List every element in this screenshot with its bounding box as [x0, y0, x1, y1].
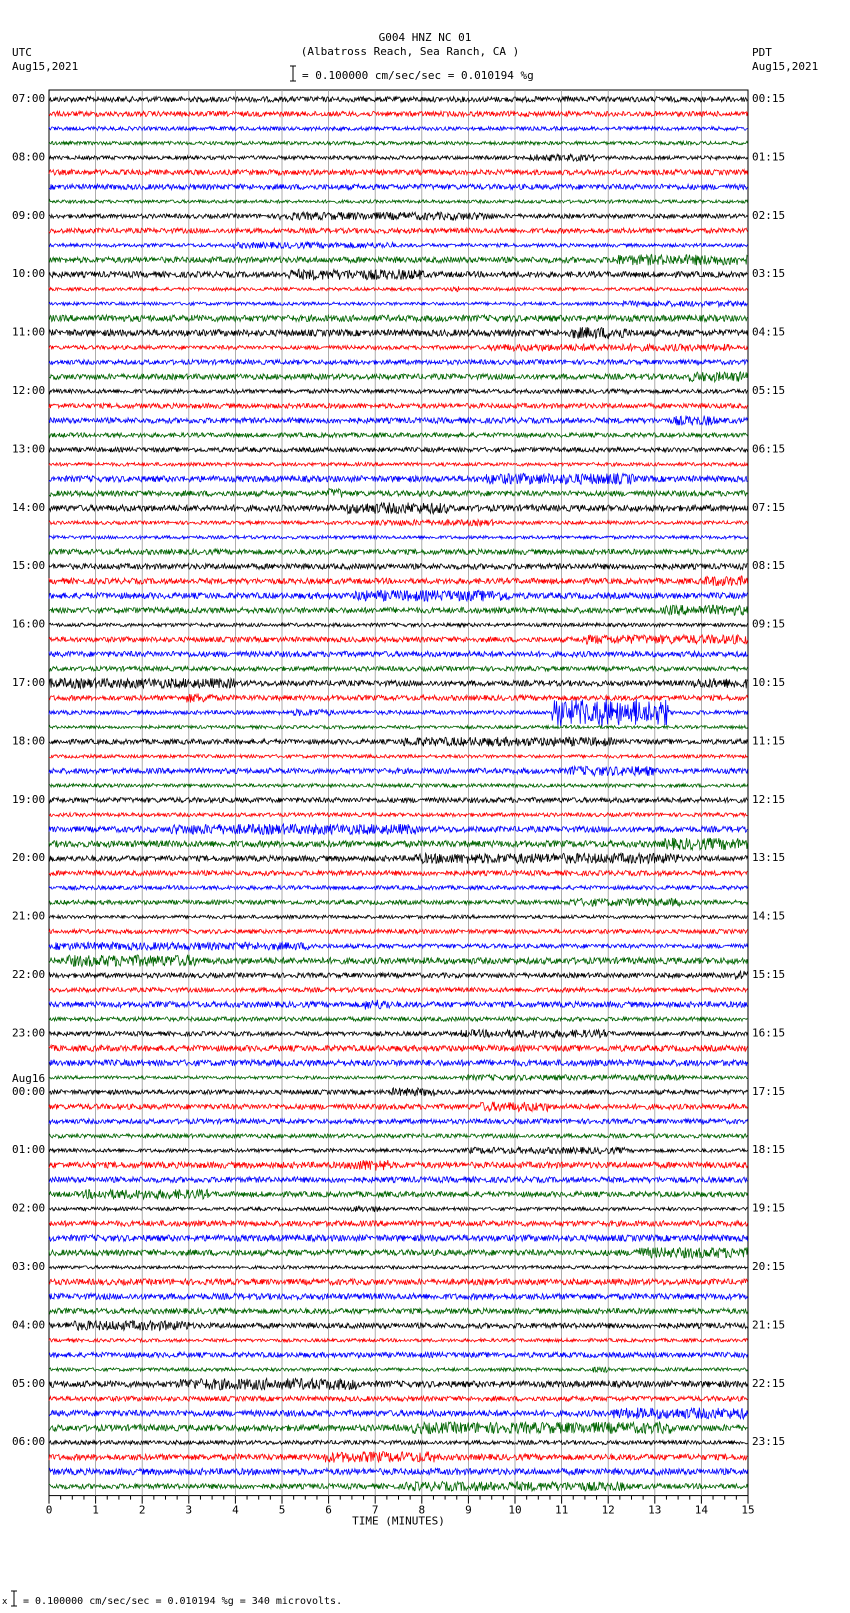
- trace-1: [49, 111, 748, 116]
- chart-title: G004 HNZ NC 01: [378, 31, 472, 44]
- right-hour-label: 19:15: [752, 1201, 786, 1215]
- right-hour-label: 13:15: [752, 851, 786, 865]
- right-hour-label: 06:15: [752, 442, 786, 456]
- right-hour-label: 09:15: [752, 617, 786, 631]
- trace-67: [49, 1075, 748, 1081]
- trace-28: [49, 502, 748, 513]
- trace-58: [49, 942, 748, 950]
- right-hour-label: 14:15: [752, 909, 786, 923]
- trace-89: [49, 1396, 748, 1401]
- trace-52: [49, 853, 748, 863]
- x-tick-label: 11: [554, 1503, 569, 1517]
- x-tick-label: 14: [694, 1503, 709, 1517]
- trace-57: [49, 929, 748, 933]
- trace-11: [49, 255, 748, 266]
- trace-86: [49, 1352, 748, 1357]
- trace-12: [49, 269, 748, 280]
- trace-56: [49, 915, 748, 919]
- trace-62: [49, 1000, 748, 1010]
- left-hour-label: 10:00: [12, 267, 46, 281]
- left-hour-label: 09:00: [12, 208, 46, 222]
- right-hour-label: 17:15: [752, 1084, 786, 1098]
- right-timezone: PDT: [752, 46, 772, 59]
- x-tick-label: 5: [278, 1503, 286, 1517]
- trace-24: [49, 447, 748, 452]
- trace-0: [49, 97, 748, 103]
- trace-49: [49, 813, 748, 817]
- trace-44: [49, 737, 748, 746]
- x-tick-label: 3: [185, 1503, 193, 1517]
- trace-45: [49, 755, 748, 758]
- trace-33: [49, 576, 748, 586]
- trace-25: [49, 463, 748, 467]
- trace-82: [49, 1293, 748, 1299]
- trace-55: [49, 898, 748, 906]
- trace-39: [49, 666, 748, 671]
- trace-77: [49, 1221, 748, 1227]
- right-hour-label: 10:15: [752, 676, 786, 689]
- x-tick-label: 6: [325, 1503, 332, 1517]
- trace-4: [49, 154, 748, 161]
- trace-42: [49, 699, 748, 727]
- left-hour-label: 05:00: [12, 1376, 46, 1390]
- trace-40: [49, 678, 748, 688]
- trace-46: [49, 766, 748, 776]
- trace-36: [49, 623, 748, 627]
- trace-48: [49, 798, 748, 803]
- x-tick-label: 0: [45, 1503, 53, 1517]
- x-tick-label: 13: [648, 1503, 662, 1517]
- right-hour-label: 01:15: [752, 150, 786, 164]
- trace-59: [49, 955, 748, 967]
- trace-69: [49, 1102, 748, 1112]
- footer-scale-text: = 0.100000 cm/sec/sec = 0.010194 %g = 340 microvolts.: [23, 1596, 343, 1607]
- left-hour-label: 00:00: [12, 1084, 46, 1098]
- left-hour-label: 17:00: [12, 676, 46, 689]
- trace-6: [49, 184, 748, 190]
- trace-84: [49, 1321, 748, 1331]
- left-hour-label: 08:00: [12, 150, 46, 164]
- trace-76: [49, 1206, 748, 1212]
- trace-5: [49, 170, 748, 175]
- station-location: (Albatross Reach, Sea Ranch, CA ): [300, 45, 520, 58]
- trace-71: [49, 1134, 748, 1138]
- trace-91: [49, 1422, 748, 1434]
- trace-66: [49, 1060, 748, 1066]
- left-hour-label: 18:00: [12, 734, 46, 748]
- right-hour-label: 12:15: [752, 792, 786, 806]
- trace-43: [49, 726, 748, 729]
- trace-78: [49, 1235, 748, 1241]
- x-tick-label: 7: [371, 1503, 379, 1517]
- left-hour-label: 12:00: [12, 384, 46, 397]
- trace-93: [49, 1452, 748, 1463]
- trace-18: [49, 360, 748, 365]
- trace-31: [49, 549, 748, 554]
- trace-68: [49, 1088, 748, 1096]
- right-hour-label: 18:15: [752, 1143, 786, 1157]
- trace-72: [49, 1147, 748, 1154]
- trace-34: [49, 590, 748, 601]
- trace-9: [49, 228, 748, 233]
- right-hour-label: 21:15: [752, 1318, 786, 1332]
- plot-frame: [49, 90, 748, 1496]
- left-hour-label: 20:00: [12, 851, 46, 865]
- left-hour-label: 06:00: [12, 1435, 46, 1449]
- trace-15: [49, 315, 748, 322]
- footer-prefix: x: [2, 1597, 8, 1607]
- left-hour-label: 11:00: [12, 325, 46, 339]
- trace-16: [49, 327, 748, 339]
- trace-61: [49, 988, 748, 993]
- trace-88: [49, 1378, 748, 1390]
- left-hour-label: 22:00: [12, 968, 46, 981]
- left-hour-label: 21:00: [12, 909, 46, 923]
- right-hour-label: 05:15: [752, 384, 786, 397]
- trace-63: [49, 1017, 748, 1021]
- trace-32: [49, 564, 748, 570]
- right-hour-label: 15:15: [752, 968, 786, 981]
- trace-94: [49, 1468, 748, 1475]
- left-hour-label: 02:00: [12, 1201, 46, 1215]
- left-hour-label: 03:00: [12, 1260, 46, 1273]
- trace-85: [49, 1339, 748, 1342]
- trace-51: [49, 838, 748, 850]
- trace-38: [49, 651, 748, 657]
- right-hour-label: 23:15: [752, 1435, 786, 1449]
- trace-60: [49, 971, 748, 980]
- left-hour-label: 14:00: [12, 500, 46, 514]
- trace-14: [49, 301, 748, 307]
- trace-79: [49, 1247, 748, 1258]
- trace-87: [49, 1367, 748, 1373]
- trace-54: [49, 886, 748, 890]
- right-hour-label: 02:15: [752, 208, 786, 222]
- left-hour-label: 19:00: [12, 792, 46, 806]
- right-hour-label: 00:15: [752, 92, 786, 105]
- x-tick-label: 4: [232, 1503, 239, 1517]
- trace-29: [49, 520, 748, 526]
- date-change-label: Aug16: [12, 1071, 46, 1085]
- trace-7: [49, 200, 748, 203]
- trace-23: [49, 433, 748, 438]
- right-hour-label: 16:15: [752, 1026, 786, 1040]
- x-axis-label: TIME (MINUTES): [352, 1514, 445, 1528]
- left-hour-label: 23:00: [12, 1026, 46, 1040]
- left-hour-label: 07:00: [12, 92, 46, 105]
- trace-47: [49, 784, 748, 788]
- x-tick-label: 1: [92, 1503, 99, 1517]
- x-tick-label: 9: [465, 1503, 472, 1517]
- trace-50: [49, 824, 748, 835]
- trace-80: [49, 1266, 748, 1269]
- trace-95: [49, 1482, 748, 1492]
- right-hour-label: 08:15: [752, 559, 786, 573]
- left-hour-label: 13:00: [12, 442, 46, 456]
- trace-21: [49, 403, 748, 408]
- x-tick-label: 12: [601, 1503, 615, 1517]
- right-hour-label: 07:15: [752, 500, 786, 514]
- trace-19: [49, 372, 748, 382]
- right-hour-label: 11:15: [752, 734, 786, 748]
- trace-83: [49, 1308, 748, 1314]
- trace-37: [49, 635, 748, 644]
- trace-2: [49, 127, 748, 131]
- x-tick-label: 15: [741, 1503, 755, 1517]
- trace-10: [49, 242, 748, 248]
- right-hour-label: 04:15: [752, 325, 786, 339]
- right-hour-label: 22:15: [752, 1376, 786, 1390]
- right-date: Aug15,2021: [752, 60, 819, 73]
- left-hour-label: 16:00: [12, 617, 46, 631]
- trace-17: [49, 344, 748, 351]
- trace-64: [49, 1030, 748, 1038]
- left-hour-label: 04:00: [12, 1318, 46, 1332]
- x-tick-label: 2: [138, 1503, 146, 1517]
- trace-53: [49, 871, 748, 876]
- footer-scale-bar-icon: [11, 1590, 17, 1607]
- trace-41: [49, 694, 748, 703]
- trace-81: [49, 1279, 748, 1285]
- scale-text: = 0.100000 cm/sec/sec = 0.010194 %g: [302, 69, 534, 82]
- trace-73: [49, 1160, 748, 1171]
- x-tick-label: 10: [508, 1503, 522, 1517]
- trace-30: [49, 536, 748, 539]
- right-hour-label: 03:15: [752, 267, 786, 281]
- trace-3: [49, 141, 748, 145]
- trace-75: [49, 1189, 748, 1199]
- trace-27: [49, 489, 748, 498]
- trace-26: [49, 473, 748, 484]
- trace-70: [49, 1119, 748, 1124]
- left-hour-label: 15:00: [12, 559, 46, 573]
- left-timezone: UTC: [12, 46, 32, 59]
- trace-65: [49, 1045, 748, 1051]
- trace-92: [49, 1440, 748, 1444]
- trace-35: [49, 605, 748, 615]
- left-hour-label: 01:00: [12, 1143, 46, 1157]
- trace-8: [49, 212, 748, 220]
- trace-90: [49, 1408, 748, 1419]
- trace-74: [49, 1177, 748, 1183]
- right-hour-label: 20:15: [752, 1260, 786, 1273]
- trace-22: [49, 416, 748, 426]
- trace-13: [49, 286, 748, 292]
- x-tick-label: 8: [418, 1503, 426, 1517]
- trace-20: [49, 389, 748, 393]
- left-date: Aug15,2021: [12, 60, 79, 73]
